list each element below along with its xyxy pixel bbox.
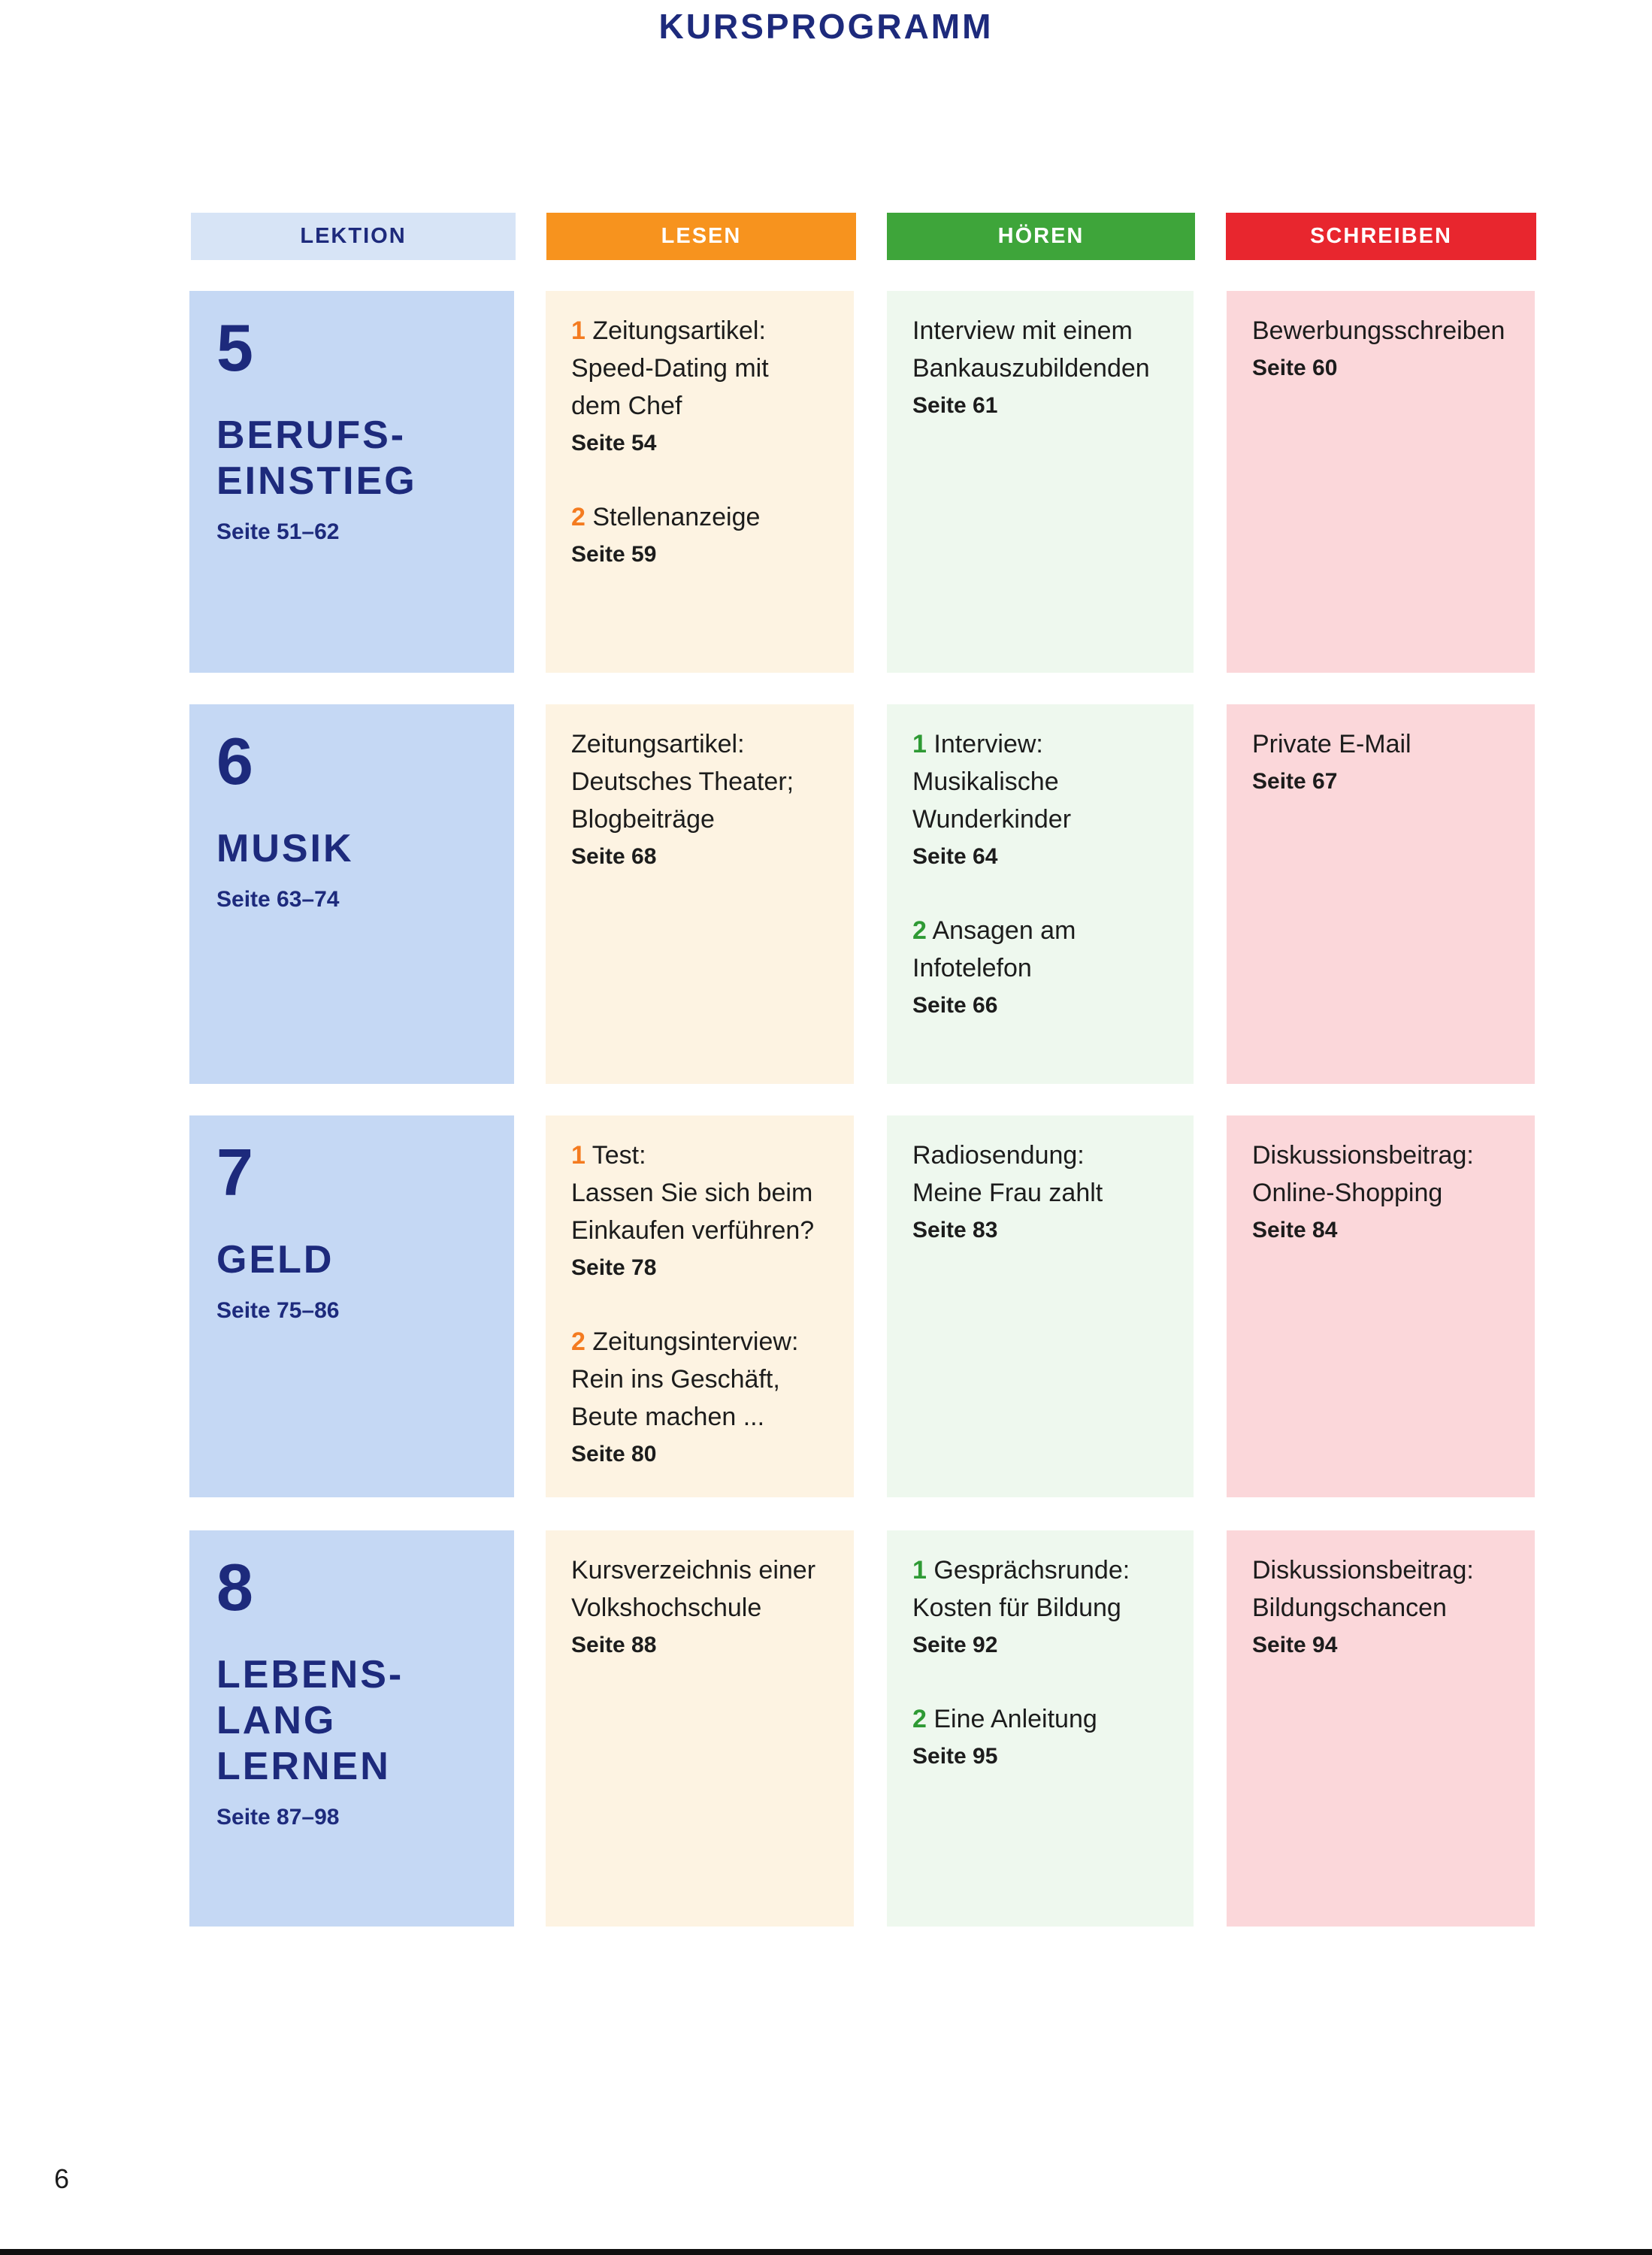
entry-text: Zeitungsinterview: Rein ins Geschäft, Beute machen ... (571, 1327, 799, 1431)
entry-text: Diskussionsbeitrag: Bildungschancen (1252, 1556, 1474, 1622)
column-header-hoeren: HÖREN (887, 213, 1195, 260)
entry-text: Bewerbungsschreiben (1252, 316, 1505, 345)
entry-page: Seite 88 (571, 1633, 657, 1657)
page-title: KURSPROGRAMM (658, 7, 994, 46)
lesson-card-6 (189, 704, 514, 1084)
lesson-card-7 (189, 1115, 514, 1497)
entry-page: Seite 68 (571, 844, 657, 869)
lesen-entry (571, 312, 828, 462)
column-header-schreiben: SCHREIBEN (1226, 213, 1536, 260)
entry-page: Seite 94 (1252, 1633, 1338, 1657)
schreiben-entry (1252, 1551, 1509, 1664)
lesson-card-5 (189, 291, 514, 673)
entry-page: Seite 92 (912, 1633, 998, 1657)
hoeren-entry (912, 1137, 1168, 1249)
entry-text: Diskussionsbeitrag: Online-Shopping (1252, 1141, 1474, 1207)
schreiben-entry (1252, 725, 1509, 801)
schreiben-entry (1252, 312, 1509, 387)
entry-page: Seite 83 (912, 1218, 998, 1243)
entry-text: Test: Lassen Sie sich beim Einkaufen verführen? (571, 1141, 815, 1245)
schreiben-cell-5 (1227, 291, 1535, 673)
lesson-pages: Seite 87–98 (216, 1805, 340, 1830)
entry-text: Private E-Mail (1252, 730, 1411, 758)
entry-text: Ansagen am Infotelefon (912, 916, 1076, 982)
entry-page: Seite 54 (571, 431, 657, 456)
entry-text: Kursverzeichnis einer Volkshochschule (571, 1556, 816, 1622)
entry-page: Seite 95 (912, 1744, 998, 1769)
hoeren-cell-5 (887, 291, 1194, 673)
hoeren-entry (912, 1700, 1168, 1775)
entry-page: Seite 80 (571, 1442, 657, 1467)
entry-text: Radiosendung: Meine Frau zahlt (912, 1141, 1103, 1207)
schreiben-cell-8 (1227, 1530, 1535, 1927)
entry-page: Seite 84 (1252, 1218, 1338, 1243)
bottom-rule (0, 2249, 1652, 2255)
lesson-pages: Seite 75–86 (216, 1298, 340, 1323)
entry-number: 2 (571, 503, 585, 531)
entry-number: 2 (912, 916, 927, 945)
lesen-entry (571, 1137, 828, 1287)
lesson-number: 5 (216, 310, 253, 385)
lesen-cell-5 (546, 291, 854, 673)
lesen-entry (571, 1551, 828, 1664)
entry-text: Eine Anleitung (933, 1705, 1097, 1733)
hoeren-cell-6 (887, 704, 1194, 1084)
entry-number: 2 (912, 1705, 927, 1733)
entry-text: Zeitungsartikel: Speed-Dating mit dem Chef (571, 316, 769, 420)
entry-page: Seite 64 (912, 844, 998, 869)
hoeren-entry (912, 912, 1168, 1025)
lesson-pages: Seite 63–74 (216, 887, 340, 912)
entry-page: Seite 67 (1252, 769, 1338, 794)
entry-number: 1 (571, 1141, 585, 1170)
lesson-title: MUSIK (216, 827, 354, 870)
column-header-lesen: LESEN (546, 213, 856, 260)
hoeren-entry (912, 725, 1168, 876)
entry-page: Seite 61 (912, 393, 998, 418)
lesson-number: 7 (216, 1135, 253, 1209)
lesson-pages: Seite 51–62 (216, 519, 340, 544)
entry-page: Seite 60 (1252, 356, 1338, 380)
entry-number: 1 (571, 316, 585, 345)
lesen-cell-7 (546, 1115, 854, 1497)
schreiben-cell-6 (1227, 704, 1535, 1084)
lesson-card-8 (189, 1530, 514, 1927)
entry-text: Stellenanzeige (592, 503, 761, 531)
entry-page: Seite 66 (912, 993, 998, 1018)
hoeren-cell-8 (887, 1530, 1194, 1927)
hoeren-cell-7 (887, 1115, 1194, 1497)
schreiben-cell-7 (1227, 1115, 1535, 1497)
entry-text: Zeitungsartikel: Deutsches Theater; Blogbeiträge (571, 730, 794, 834)
lesen-entry (571, 1323, 828, 1473)
entry-number: 2 (571, 1327, 585, 1356)
lesen-cell-8 (546, 1530, 854, 1927)
column-header-lektion: LEKTION (191, 213, 516, 260)
lesson-title: LEBENS- LANG LERNEN (216, 1653, 404, 1788)
lesson-number: 8 (216, 1550, 253, 1624)
lesson-title: GELD (216, 1238, 334, 1282)
lesson-title: BERUFS- EINSTIEG (216, 413, 417, 503)
hoeren-entry (912, 312, 1168, 425)
entry-number: 1 (912, 1556, 927, 1585)
lesson-number: 6 (216, 724, 253, 798)
lesen-entry (571, 498, 828, 574)
lesen-entry (571, 725, 828, 876)
entry-number: 1 (912, 730, 927, 758)
entry-page: Seite 59 (571, 542, 657, 567)
lesen-cell-6 (546, 704, 854, 1084)
entry-page: Seite 78 (571, 1255, 657, 1280)
schreiben-entry (1252, 1137, 1509, 1249)
entry-text: Interview: Musikalische Wunderkinder (912, 730, 1072, 834)
entry-text: Interview mit einem Bankauszubildenden (912, 316, 1150, 383)
hoeren-entry (912, 1551, 1168, 1664)
page-number: 6 (54, 2163, 70, 2194)
entry-text: Gesprächsrunde: Kosten für Bildung (912, 1556, 1130, 1622)
